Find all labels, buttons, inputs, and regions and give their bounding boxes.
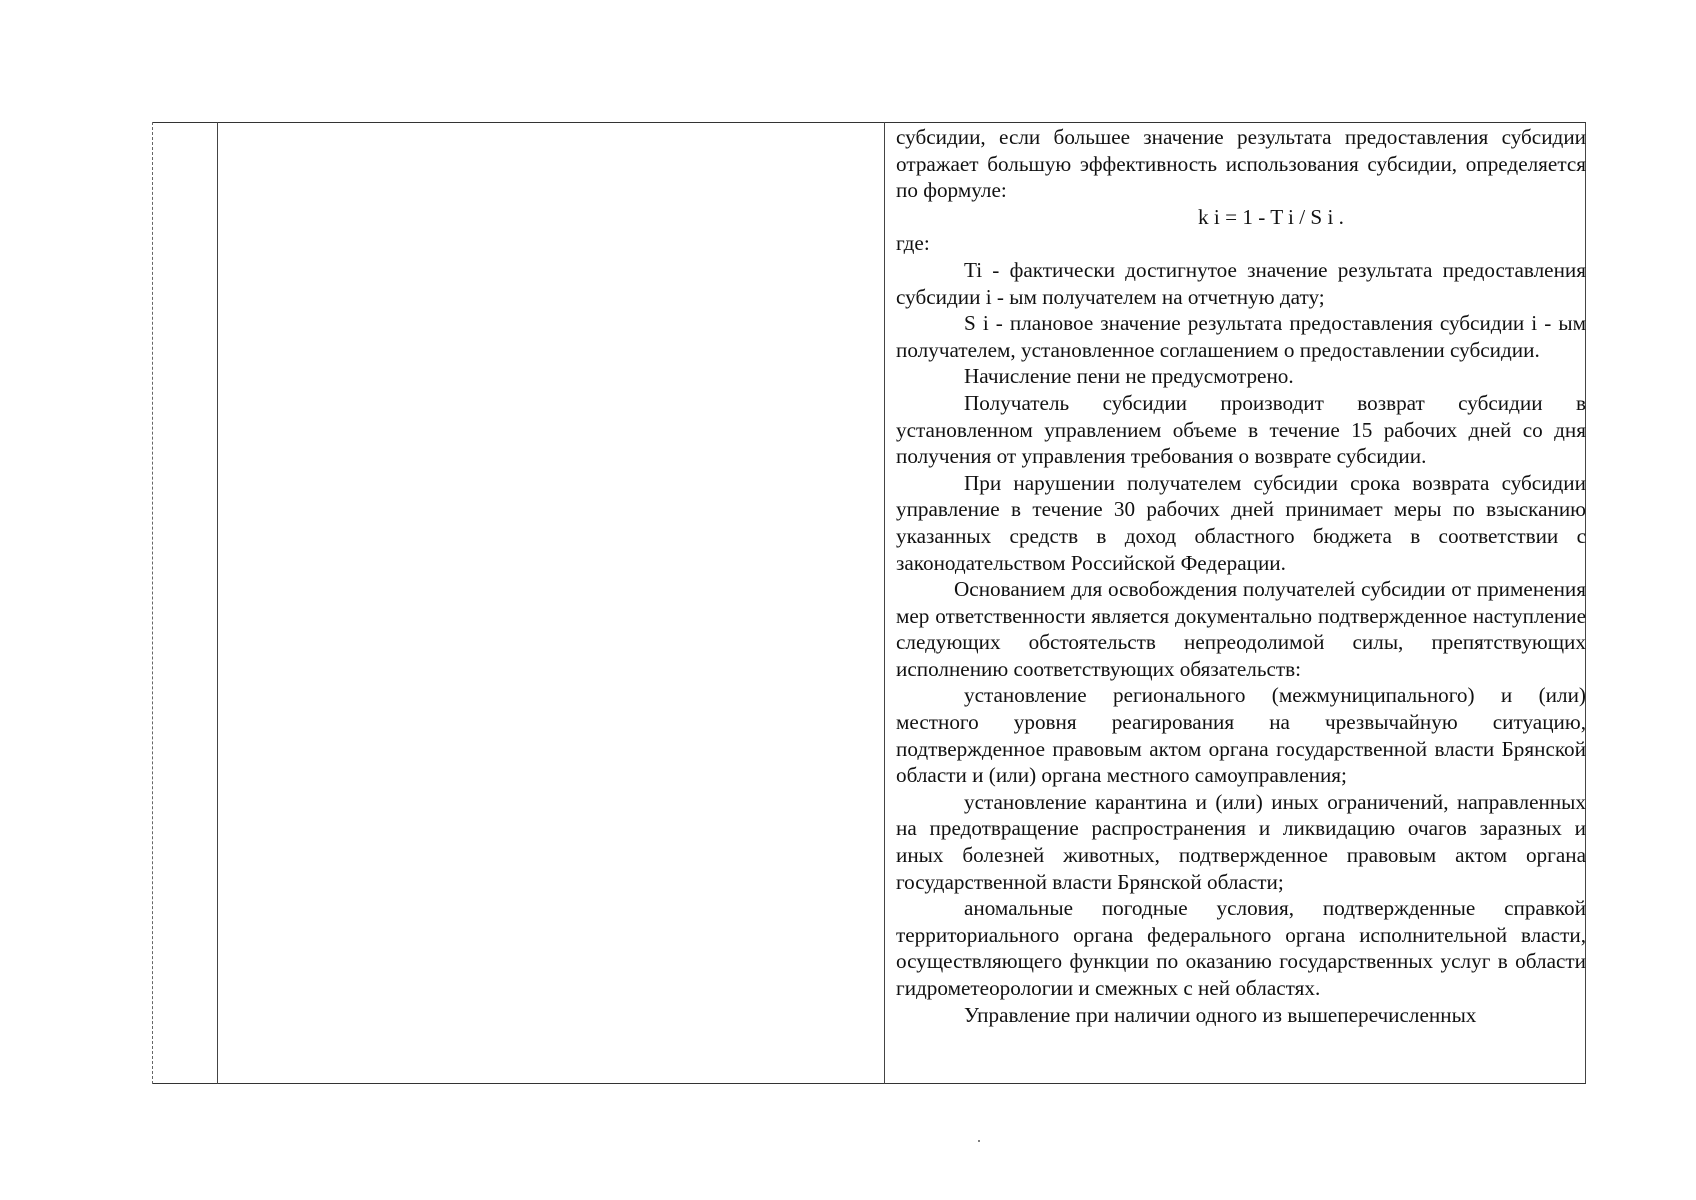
table-cell-text bbox=[896, 124, 1586, 1082]
paragraph: S i - плановое значение результата предоставления субсидии i - ым получателем, установленное соглашением о предоставлении субсидии. bbox=[896, 311, 1586, 362]
scan-speck bbox=[978, 1140, 980, 1142]
column-divider bbox=[884, 122, 885, 1084]
paragraph: установление карантина и (или) иных ограничений, направленных на предотвращение распространения и ликвидацию очагов заразных и иных болезней животных, подтвержденное правовым актом органа государственной власти Брянской области; bbox=[896, 789, 1586, 894]
paragraph: установление регионального (межмуниципального) и (или) местного уровня реагирования на чрезвычайную ситуацию, подтвержденное правовым актом органа государственной власти Брянской области и (или) органа местного самоуправления; bbox=[896, 683, 1586, 788]
paragraph: При нарушении получателем субсидии срока возврата субсидии управление в течение 30 рабочих дней принимает меры по взысканию указанных средств в доход областного бюджета в соответствии с законодательством Российской Федерации. bbox=[896, 470, 1586, 575]
paragraph: Ti - фактически достигнутое значение результата предоставления субсидии i - ым получателем на отчетную дату; bbox=[896, 257, 1586, 309]
paragraph: аномальные погодные условия, подтвержденные справкой территориального органа федерального органа исполнительной власти, осуществляющего функции по оказанию государственных услуг в области гидрометеорологии и смежных с ней областях. bbox=[896, 896, 1586, 1000]
paragraph: субсидии, если большее значение результата предоставления субсидии отражает большую эффективность использования субсидии, определяется по формуле: bbox=[896, 125, 1586, 203]
formula: k i = 1 - T i / S i . bbox=[1198, 204, 1344, 229]
paragraph: Основанием для освобождения получателей субсидии от применения мер ответственности является документально подтвержденное наступление следующих обстоятельств непреодолимой силы, препятствующих исполнению соответствующих обязательств: bbox=[896, 577, 1586, 681]
paragraph: Управление при наличии одного из вышеперечисленных bbox=[964, 1002, 1477, 1027]
paragraph: Начисление пени не предусмотрено. bbox=[964, 364, 1294, 389]
table-cell-number bbox=[152, 122, 217, 1084]
paragraph: Получатель субсидии производит возврат субсидии в установленном управлением объеме в течение 15 рабочих дней со дня получения от управления требования о возврате субсидии. bbox=[896, 390, 1586, 469]
table-cell-name bbox=[217, 122, 884, 1084]
paragraph: где: bbox=[896, 231, 930, 256]
